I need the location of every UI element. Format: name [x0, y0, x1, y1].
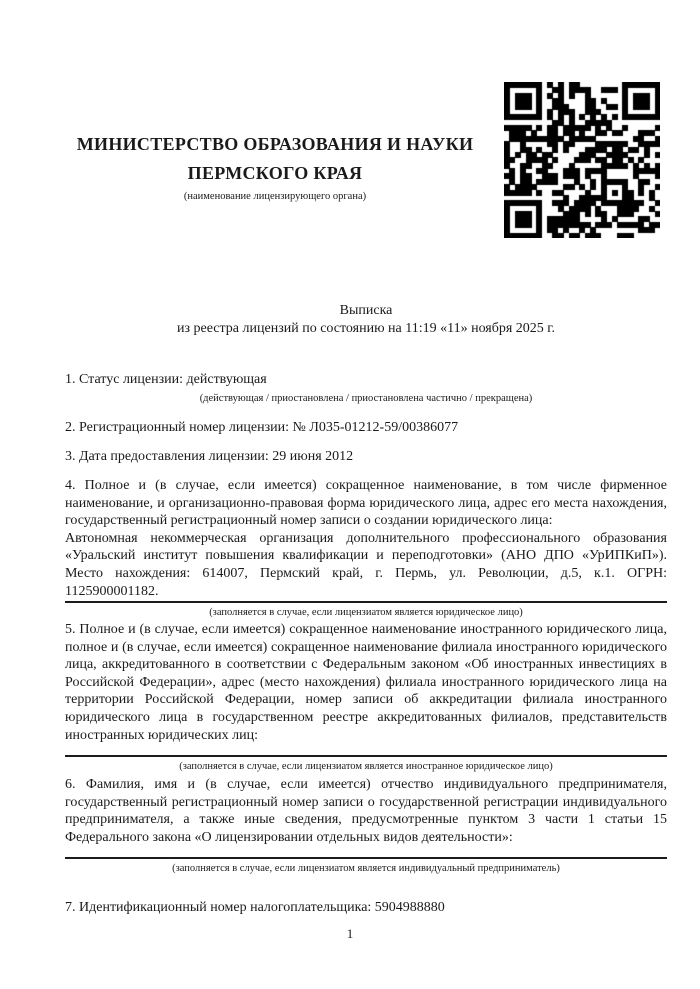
section-foreign-entity	[65, 621, 667, 773]
registration-number-text: 2. Регистрационный номер лицензии: № Л035-01212-59/00386077	[65, 420, 459, 435]
ministry-caption: (наименование лицензирующего органа)	[183, 191, 367, 202]
foreign-entity-underline	[65, 755, 667, 757]
document-title	[65, 302, 667, 337]
document-title-line1: Выписка	[339, 303, 393, 318]
foreign-entity-text: 5. Полное и (в случае, если имеется) сокращенное наименование иностранного юридического лица, полное и (в случае, если имеется) сокращенное наименование филиала иностранного юридического лица, аккредитованного в соответствии с Федеральным законом «Об иностранных инвестициях в Российской Федерации», адрес (место нахождения) филиала иностранного юридического лица на территории Российской Федерации, номер записи об аккредитации филиала иностранного юридического лица в государственном реестре аккредитованных филиалов, представительств иностранных юридических лиц:	[65, 622, 667, 743]
section-registration-number	[65, 419, 667, 437]
ministry-name-line1: МИНИСТЕРСТВО ОБРАЗОВАНИЯ И НАУКИ	[76, 134, 474, 154]
individual-entrepreneur-text: 6. Фамилия, имя и (в случае, если имеется) отчество индивидуального предпринимателя, государственный регистрационный номер записи о государственной регистрации индивидуального предпринимателя, а также иные сведения, предусмотренные пунктом 3 части 1 статьи 15 Федерального закона «О лицензировании отдельных видов деятельности»:	[65, 777, 667, 845]
section-taxpayer-number	[65, 899, 667, 917]
foreign-entity-caption: (заполняется в случае, если лицензиатом является иностранное юридическое лицо)	[179, 761, 553, 773]
section-license-date	[65, 448, 667, 466]
section-license-status	[65, 371, 667, 405]
legal-entity-underline	[65, 601, 667, 603]
license-status-options-caption: (действующая / приостановлена / приостановлена частично / прекращена)	[199, 392, 533, 404]
taxpayer-number-text: 7. Идентификационный номер налогоплательщика: 5904988880	[65, 900, 445, 915]
individual-entrepreneur-underline	[65, 857, 667, 859]
qr-code	[504, 82, 660, 238]
section-individual-entrepreneur	[65, 776, 667, 875]
license-status-text: 1. Статус лицензии: действующая	[65, 372, 267, 387]
ministry-name-line2: ПЕРМСКОГО КРАЯ	[187, 163, 363, 183]
legal-entity-caption: (заполняется в случае, если лицензиатом является юридическое лицо)	[209, 607, 523, 619]
legal-entity-value: Автономная некоммерческая организация дополнительного профессионального образования «Уральский институт повышения квалификации и переподготовки» (АНО ДПО «УрИПКиП»). Место нахождения: 614007, Пермский край, г. Пермь, ул. Революции, д.5, к.1. ОГРН: 1125900001182.	[65, 530, 667, 599]
licensing-authority-header	[65, 130, 485, 203]
individual-entrepreneur-caption: (заполняется в случае, если лицензиатом является индивидуальный предприниматель)	[172, 863, 560, 875]
license-date-text: 3. Дата предоставления лицензии: 29 июня 2012	[65, 449, 354, 464]
legal-entity-intro: 4. Полное и (в случае, если имеется) сокращенное наименование, в том числе фирменное наименование, и организационно-правовая форма юридического лица, адрес его места нахождения, государственный регистрационный номер записи о создании юридического лица:	[65, 478, 667, 529]
document-title-line2: из реестра лицензий по состоянию на 11:19 «11» ноября 2025 г.	[177, 320, 555, 336]
section-legal-entity	[65, 477, 667, 619]
page-number: 1	[346, 926, 354, 941]
